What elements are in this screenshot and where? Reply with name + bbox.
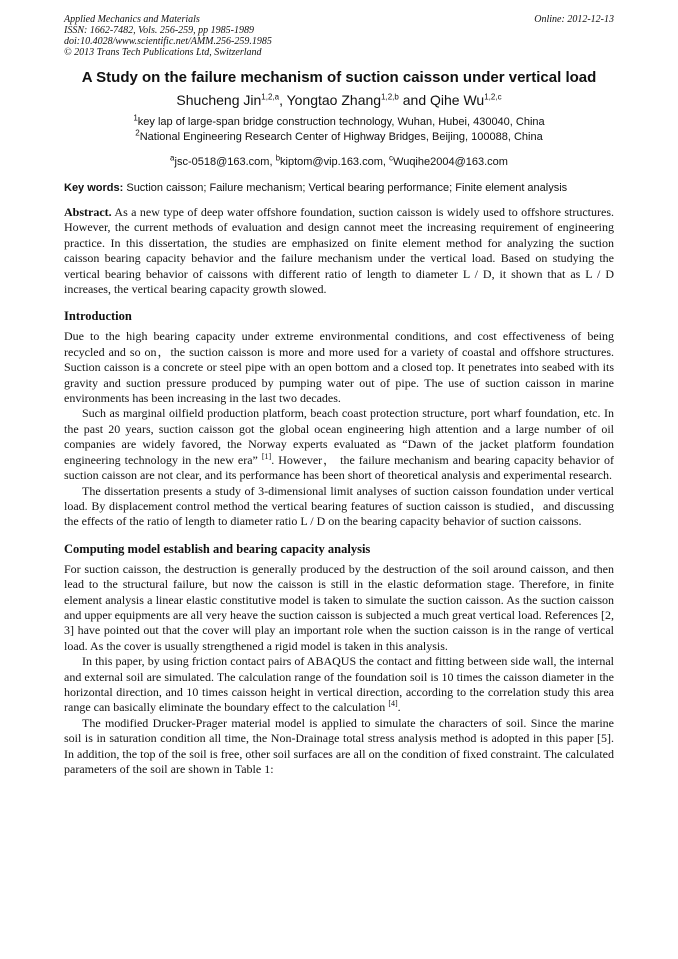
paragraph-text: Such as marginal oilfield production platform, beach coast protection structure, port wharf foundation, etc. In the past 20 years, suction caisson got the global ocean engineering high attention and a large number of oil companies are widely favored, the Norway experts evaluated as “Dawn of the jacket platform foundation engineering technology in the new era” bbox=[64, 406, 614, 467]
abstract-label: Abstract. bbox=[64, 205, 112, 219]
paragraph bbox=[64, 406, 614, 483]
copyright-line: © 2013 Trans Tech Publications Ltd, Switzerland bbox=[64, 47, 262, 58]
author-name: Shucheng Jin bbox=[176, 92, 262, 108]
email-sup: c bbox=[389, 153, 394, 163]
section-heading-computing: Computing model establish and bearing capacity analysis bbox=[64, 541, 371, 556]
paragraph: For suction caisson, the destruction is generally produced by the destruction of the soil around caisson, and then lead to the structural failure, but now the caisson is still in the elastic deformation stage. Therefore, in finite element analysis a linear elastic constitutive model is taken to simulate the suction caisson. As the suction caisson and upper equipments are all very heave the suction caisson is subjected a much great vertical load. References [2, 3] have pointed out that the cover will play an important role when the suction caisson is in the range of vertical load. As the cover is usually strengthened a rigid model is taken in this analysis. bbox=[64, 561, 614, 653]
author-sup: 1,2,a bbox=[261, 92, 280, 102]
email: Wuqihe2004@163.com bbox=[393, 156, 508, 168]
paper-title: A Study on the failure mechanism of suction caisson under vertical load bbox=[81, 69, 597, 86]
keywords-text: Suction caisson; Failure mechanism; Vertical bearing performance; Finite element analysis bbox=[123, 182, 568, 194]
issn-line: ISSN: 1662-7482, Vols. 256-259, pp 1985-1989 bbox=[64, 25, 254, 36]
paragraph bbox=[64, 654, 614, 716]
affiliation-list bbox=[64, 115, 614, 145]
email: jsc-0518@163.com bbox=[174, 156, 270, 168]
paragraph-text: . However， the failure mechanism and bearing capacity behavior of suction caisson are not clear, and its performance has been short of theoretical analysis and experimental research. bbox=[64, 452, 614, 483]
affiliation bbox=[64, 115, 614, 130]
introduction-section bbox=[64, 329, 614, 529]
online-date: Online: 2012-12-13 bbox=[534, 14, 614, 25]
paragraph-text: . bbox=[397, 700, 401, 715]
abstract-text: As a new type of deep water offshore foundation, suction caisson is widely used to offshore structures. However, the current methods of evaluation and design cannot meet the increasing requirement of engineering practice. In this dissertation, the studies are emphasized on finite element method for analyzing the suction caisson bearing capacity behavior and the failure mechanism under the vertical load. Based on studying the vertical bearing behavior of caissons with different ratio of length to diameter L / D, it shown that as L / D increases, the vertical bearing capacity growth slowed. bbox=[64, 205, 614, 297]
affiliation-sup: 2 bbox=[135, 128, 140, 138]
author-list: Shucheng Jin$^{1,2,a}$, Yongtao Zhang$^{1,2,b}$ and Qihe Wu$^{1,2,c}$ bbox=[176, 92, 502, 108]
author-sup: 1,2,b bbox=[381, 92, 399, 102]
keywords bbox=[64, 181, 614, 196]
paper-page bbox=[64, 14, 614, 777]
email-sup: b bbox=[275, 153, 281, 163]
affiliation-text: key lap of large-span bridge construction technology, Wuhan, Hubei, 430040, China bbox=[137, 116, 545, 128]
paragraph-text: In this paper, by using friction contact pairs of ABAQUS the contact and fitting between side wall, the internal and external soil are simulated. The calculation range of the foundation soil is 10 times the caisson diameter in the horizontal direction, and 10 times caisson height in vertical direction, according to the correlation study this area range can basically eliminate the boundary effect to the calculation bbox=[64, 654, 614, 715]
abstract bbox=[64, 205, 614, 297]
author-sup: 1,2,c bbox=[484, 92, 502, 102]
paragraph: Due to the high bearing capacity under extreme environmental conditions, and cost effectiveness of being recycled and so on，the suction caisson is more and more used for a variety of coastal and offshore structures. Suction caisson is a concrete or steel pipe with an open bottom and a closed top. It penetrates into seabed with its gravity and suction pressure produced by pumping water out of pipe. The use of suction caisson in marine environments has been increasing in the last two decades. bbox=[64, 329, 614, 406]
journal-name: Applied Mechanics and Materials bbox=[64, 14, 200, 25]
paragraph: The dissertation presents a study of 3-dimensional limit analyses of suction caisson foundation under vertical load. By displacement control method the vertical bearing features of suction caisson is studied，and discussing the effects of the ratio of length to diameter ratio L / D on the bearing capacity behavior of suction caissons. bbox=[64, 483, 614, 529]
citation-ref: [1] bbox=[261, 451, 272, 461]
email: kiptom@vip.163.com bbox=[280, 156, 383, 168]
computing-section bbox=[64, 562, 614, 778]
affiliation bbox=[64, 130, 614, 145]
email-list: $^a$jsc-0518@163.com, $^b$kiptom@vip.163.com, $^c$Wuqihe2004@163.com bbox=[170, 153, 508, 168]
keywords-label: Key words: bbox=[64, 182, 124, 194]
affiliation-text: National Engineering Research Center of Highway Bridges, Beijing, 100088, China bbox=[139, 131, 543, 143]
citation-ref: [4] bbox=[388, 699, 398, 709]
doi-line: doi:10.4028/www.scientific.net/AMM.256-259.1985 bbox=[64, 36, 272, 47]
author-name: Yongtao Zhang bbox=[286, 92, 382, 108]
email-sup: a bbox=[170, 153, 175, 163]
affiliation-sup: 1 bbox=[133, 113, 138, 123]
author-name: Qihe Wu bbox=[430, 92, 485, 108]
section-heading-introduction: Introduction bbox=[64, 309, 132, 324]
journal-header bbox=[64, 14, 614, 58]
paragraph: The modified Drucker-Prager material model is applied to simulate the characters of soil. Since the marine soil is in saturation condition all time, the Non-Drainage total stress analysis method is adopted in this paper [5]. In addition, the top of the soil is free, other soil surfaces are all on the condition of fixed constraint. The calculated parameters of the soil are shown in Table 1: bbox=[64, 715, 614, 776]
